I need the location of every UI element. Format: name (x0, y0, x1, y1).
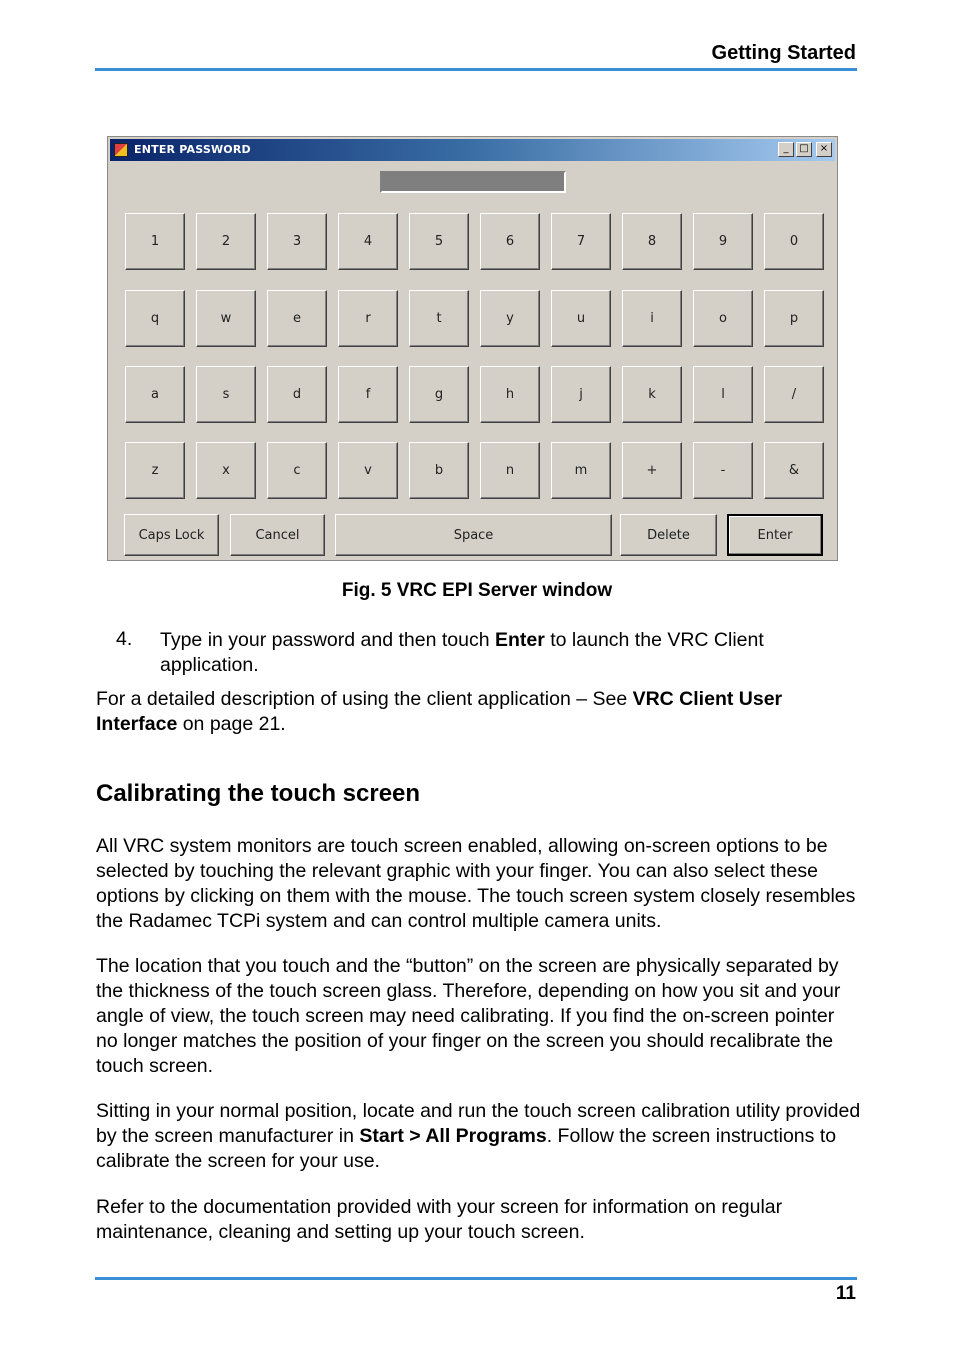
enter-button[interactable]: Enter (727, 514, 823, 556)
list-item-step-4 (160, 628, 860, 678)
key-button[interactable]: 4 (338, 213, 398, 270)
key-button[interactable]: h (480, 366, 540, 423)
para3-text-2: . Follow the screen instructions to calibrate the screen for your use. (96, 1125, 837, 1172)
key-button[interactable]: f (338, 366, 398, 423)
section-heading: Calibrating the touch screen (96, 780, 421, 807)
key-button[interactable]: d (267, 366, 327, 423)
paragraph-1: All VRC system monitors are touch screen enabled, allowing on-screen options to be selected by touching the relevant graphic with your finger. You can also select these options by clicking on them with the mouse. The touch screen system closely resembles the Radamec TCPi system and can control multiple camera units. (96, 835, 856, 932)
step-text-2: to launch the VRC Client application. (160, 629, 764, 676)
key-button[interactable]: 8 (622, 213, 682, 270)
password-input[interactable] (380, 171, 566, 193)
key-button[interactable]: q (125, 290, 185, 347)
key-button[interactable]: w (196, 290, 256, 347)
key-button[interactable]: e (267, 290, 327, 347)
key-button[interactable]: / (764, 366, 824, 423)
figure-caption: Fig. 5 VRC EPI Server window (341, 580, 613, 601)
key-button[interactable]: & (764, 442, 824, 499)
key-button[interactable]: a (125, 366, 185, 423)
key-button[interactable]: c (267, 442, 327, 499)
step-bold: Enter (494, 629, 545, 651)
key-button[interactable]: 0 (764, 213, 824, 270)
key-button[interactable]: v (338, 442, 398, 499)
delete-button[interactable]: Delete (620, 514, 717, 556)
key-button[interactable]: p (764, 290, 824, 347)
key-button[interactable]: 6 (480, 213, 540, 270)
key-button[interactable]: 7 (551, 213, 611, 270)
key-button[interactable]: u (551, 290, 611, 347)
key-button[interactable]: r (338, 290, 398, 347)
key-button[interactable]: + (622, 442, 682, 499)
minimize-button[interactable]: _ (778, 142, 794, 157)
space-button[interactable]: Space (335, 514, 612, 556)
app-icon (114, 143, 128, 157)
caps-lock-button[interactable]: Caps Lock (124, 514, 219, 556)
header-rule (95, 68, 857, 71)
detail-text-2: on page 21. (177, 713, 286, 735)
key-button[interactable]: - (693, 442, 753, 499)
detail-text-1: For a detailed description of using the client application – See (96, 688, 633, 710)
list-number: 4. (116, 628, 133, 650)
window-titlebar[interactable] (110, 139, 835, 161)
paragraph-4: Refer to the documentation provided with your screen for information on regular maintenance, cleaning and setting up your touch screen. (96, 1196, 783, 1243)
paragraph-2: The location that you touch and the “button” on the screen are physically separated by the thickness of the touch screen glass. Therefore, depending on how you sit and your angle of view, the touch screen may need calibrating. If you find the on-screen pointer no longer matches the position of your finger on the screen you should recalibrate the touch screen. (96, 955, 841, 1077)
key-button[interactable]: 9 (693, 213, 753, 270)
para3-text-1: Sitting in your normal position, locate and run the touch screen calibration utility provided by the screen manufacturer in (96, 1100, 861, 1147)
paragraph-3 (96, 1099, 861, 1174)
cancel-button[interactable]: Cancel (230, 514, 325, 556)
key-button[interactable]: 2 (196, 213, 256, 270)
running-header: Getting Started (711, 42, 856, 64)
key-button[interactable]: k (622, 366, 682, 423)
key-button[interactable]: i (622, 290, 682, 347)
close-button[interactable]: × (816, 142, 832, 157)
window-title: ENTER PASSWORD (134, 143, 251, 156)
key-button[interactable]: n (480, 442, 540, 499)
key-button[interactable]: y (480, 290, 540, 347)
key-button[interactable]: 3 (267, 213, 327, 270)
step-text-1: Type in your password and then touch (160, 629, 495, 651)
key-button[interactable]: o (693, 290, 753, 347)
key-button[interactable]: 1 (125, 213, 185, 270)
key-button[interactable]: l (693, 366, 753, 423)
detail-link-text: VRC Client User Interface (96, 688, 783, 735)
key-button[interactable]: m (551, 442, 611, 499)
enter-password-window (107, 136, 838, 561)
key-button[interactable]: b (409, 442, 469, 499)
key-button[interactable]: 5 (409, 213, 469, 270)
page-number: 11 (835, 1283, 856, 1304)
key-button[interactable]: s (196, 366, 256, 423)
paragraph-detail (96, 687, 861, 737)
maximize-button[interactable]: □ (796, 142, 812, 157)
key-button[interactable]: g (409, 366, 469, 423)
para3-bold: Start > All Programs (359, 1125, 547, 1147)
footer-rule (95, 1277, 857, 1280)
key-button[interactable]: j (551, 366, 611, 423)
key-button[interactable]: z (125, 442, 185, 499)
key-button[interactable]: t (409, 290, 469, 347)
key-button[interactable]: x (196, 442, 256, 499)
